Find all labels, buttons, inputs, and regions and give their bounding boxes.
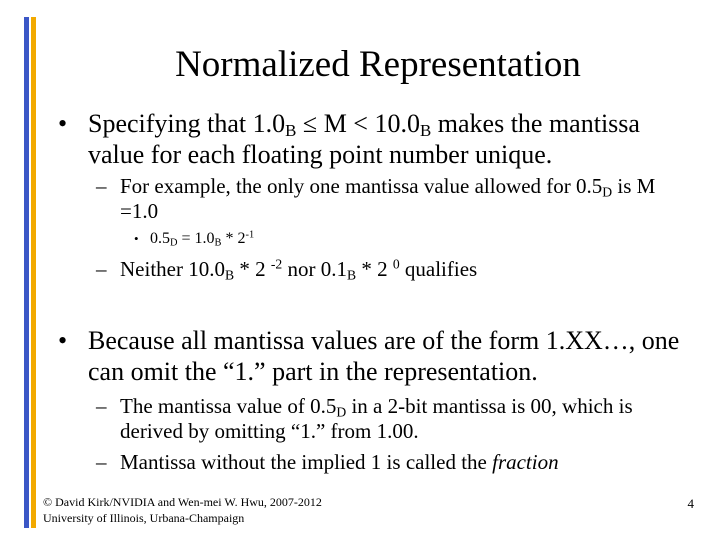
subbullet-text: Mantissa without the implied 1 is called the fraction [120, 450, 559, 474]
footer-credits [43, 494, 322, 526]
dash-marker: – [96, 174, 107, 198]
detail-text: $0.5_D = 1.0_B * 2^{-1}$ [150, 229, 255, 249]
dash-marker: – [96, 394, 107, 418]
dash-marker: – [96, 257, 107, 281]
subbullet-2bit-example [96, 394, 696, 444]
slide-title: Normalized Representation [175, 44, 581, 85]
bullet-marker: • [58, 109, 68, 138]
bullet-marker: • [58, 326, 68, 355]
subbullet-fraction [96, 450, 696, 475]
accent-bar-blue [24, 17, 29, 528]
dash-marker: – [96, 450, 107, 474]
page-number: 4 [687, 496, 694, 511]
detail-equation [134, 229, 634, 249]
bullet-omit-leading-one [58, 325, 698, 387]
footer-institution: University of Illinois, Urbana-Champaign [43, 511, 245, 525]
subbullet-text: Neither $10.0_B * 2$ $^{-2}$ nor $0.1_B * 2$ $^0$ qualifies [120, 256, 478, 283]
subbullet-neither [96, 257, 696, 282]
subbullet-example [96, 174, 696, 224]
fraction-term: fraction [492, 450, 559, 474]
bullet-uniqueness [58, 108, 698, 170]
subbullet-text: The mantissa value of $0.5_D$ in a 2-bit mantissa is 00, which is derived by omitting “1.” from 1.00. [120, 394, 633, 443]
bullet-marker: • [134, 231, 139, 246]
footer-copyright: © David Kirk/NVIDIA and Wen-mei W. Hwu, 2007-2012 [43, 495, 322, 509]
subbullet-text: For example, the only one mantissa value allowed for $0.5_D$ is M =1.0 [120, 174, 656, 223]
bullet-text: Because all mantissa values are of the form 1.XX…, one can omit the “1.” part in the representation. [88, 326, 680, 386]
accent-bar-gold [31, 17, 36, 528]
bullet-text: Specifying that $1.0_B \le M < 10.0_B$ makes the mantissa value for each floating point number unique. [88, 109, 640, 169]
